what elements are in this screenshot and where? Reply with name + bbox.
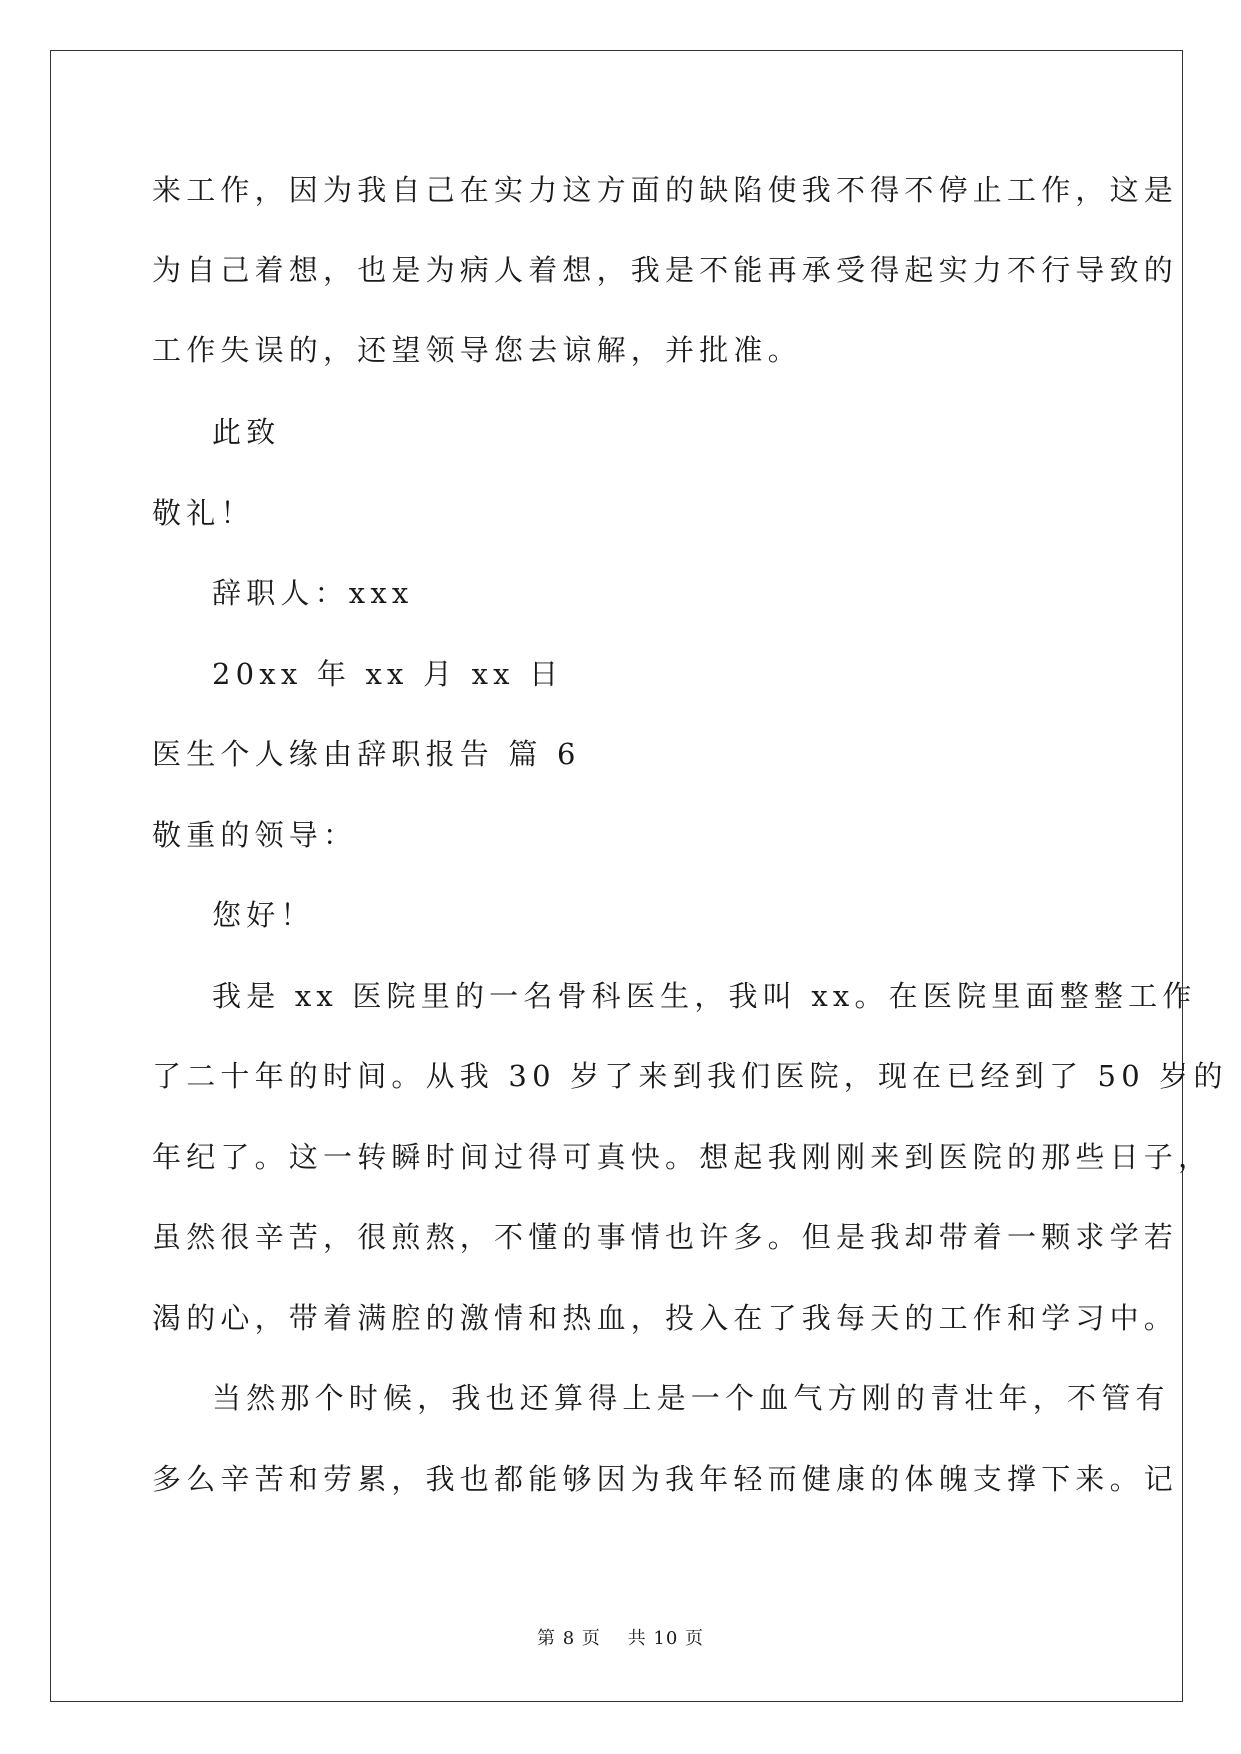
salutation: 敬重的领导： — [152, 818, 358, 852]
body-line-8: 渴的心，带着满腔的激情和热血，投入在了我每天的工作和学习中。 — [152, 1301, 1179, 1335]
page-border — [50, 50, 1183, 1702]
body-line-10: 多么辛苦和劳累，我也都能够因为我年轻而健康的体魄支撑下来。记 — [152, 1462, 1179, 1496]
body-line-9: 当然那个时候，我也还算得上是一个血气方刚的青壮年，不管有 — [212, 1381, 1170, 1415]
body-line-6: 年纪了。这一转瞬时间过得可真快。想起我刚刚来到医院的那些日子， — [152, 1140, 1213, 1174]
closing-salutation: 此致 — [212, 415, 281, 449]
greeting: 您好！ — [212, 898, 315, 932]
page-footer — [0, 1624, 1241, 1650]
signature-resigner: 辞职人：xxx — [212, 576, 414, 610]
body-line-2: 为自己着想，也是为病人着想，我是不能再承受得起实力不行导致的 — [152, 253, 1179, 287]
body-line-3: 工作失误的，还望领导您去谅解，并批准。 — [152, 333, 802, 367]
page-total: 共 10 页 — [627, 1628, 704, 1649]
section-heading: 医生个人缘由辞职报告 篇 6 — [152, 737, 581, 771]
signature-date: 20xx 年 xx 月 xx 日 — [212, 657, 564, 691]
body-line-1: 来工作，因为我自己在实力这方面的缺陷使我不得不停止工作，这是 — [152, 173, 1179, 207]
page-number: 第 8 页 — [537, 1628, 601, 1649]
body-line-5: 了二十年的时间。从我 30 岁了来到我们医院，现在已经到了 50 岁的 — [152, 1059, 1228, 1093]
closing-regards: 敬礼！ — [152, 496, 255, 530]
body-line-4: 我是 xx 医院里的一名骨科医生，我叫 xx。在医院里面整整工作 — [212, 979, 1197, 1013]
body-line-7: 虽然很辛苦，很煎熬，不懂的事情也许多。但是我却带着一颗求学若 — [152, 1220, 1179, 1254]
